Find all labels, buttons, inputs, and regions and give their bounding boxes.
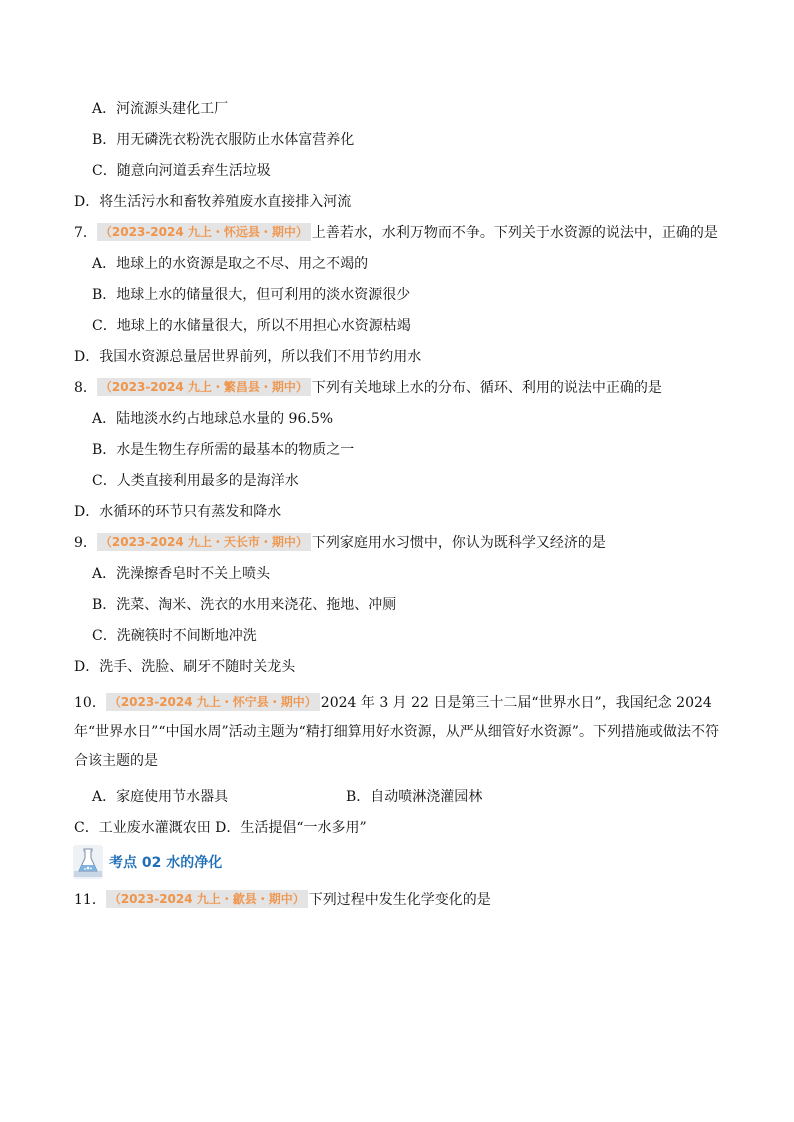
option-q6-c: C．随意向河道丢弃生活垃圾: [92, 163, 271, 179]
question-number: 11．: [74, 892, 106, 908]
option-q7-b: B．地球上水的储量很大，但可利用的淡水资源很少: [92, 287, 411, 303]
question-10: [74, 689, 728, 776]
question-text: 下列过程中发生化学变化的是: [308, 892, 491, 908]
question-number: 9．: [74, 535, 97, 551]
option-q9-c: C．洗碗筷时不间断地冲洗: [92, 628, 257, 644]
option-q6-a: A．河流源头建化工厂: [92, 101, 229, 117]
option-q6-d: D．将生活污水和畜牧养殖废水直接排入河流: [74, 194, 352, 210]
source-tag: （2023-2024 九上・繁昌县・期中）: [97, 378, 311, 396]
option-q8-b: B．水是生物生存所需的最基本的物质之一: [92, 442, 355, 458]
option-q7-d: D．我国水资源总量居世界前列，所以我们不用节约用水: [74, 349, 422, 365]
source-tag: （2023-2024 九上・歙县・期中）: [106, 890, 308, 908]
question-9: [74, 533, 606, 553]
question-8: [74, 378, 662, 398]
question-text: 2024 年 3 月 22 日是第三十二届“世界水日”，我国纪念 2024 年“世界水日”“中国水周”活动主题为“精打细算用好水资源，从严从细管好水资源”。下列措施或做法不符合该主题的是: [74, 695, 719, 769]
question-number: 10．: [74, 695, 106, 711]
option-q6-b: B．用无磷洗衣粉洗衣服防止水体富营养化: [92, 132, 355, 148]
option-q9-d: D．洗手、洗脸、刷牙不随时关龙头: [74, 659, 296, 675]
question-11: [74, 890, 491, 910]
flask-icon: [73, 845, 103, 879]
option-q8-a: A．陆地淡水约占地球总水量的 96.5%: [92, 411, 334, 427]
option-q10-a: A．家庭使用节水器具: [92, 789, 229, 805]
source-tag: （2023-2024 九上・怀远县・期中）: [97, 223, 311, 241]
source-tag: （2023-2024 九上・怀宁县・期中）: [106, 693, 320, 711]
question-7: [74, 223, 718, 243]
option-q9-a: A．洗澡擦香皂时不关上喷头: [92, 566, 271, 582]
section-title: 考点 02 水的净化: [109, 855, 223, 871]
option-q10-b: B．自动喷淋浇灌园林: [346, 789, 483, 805]
question-number: 8．: [74, 380, 97, 396]
question-text: 下列有关地球上水的分布、循环、利用的说法中正确的是: [311, 380, 662, 396]
section-heading: [73, 845, 222, 879]
question-number: 7．: [74, 225, 97, 241]
option-q7-c: C．地球上的水储量很大，所以不用担心水资源枯竭: [92, 318, 411, 334]
option-q8-c: C．人类直接利用最多的是海洋水: [92, 473, 299, 489]
source-tag: （2023-2024 九上・天长市・期中）: [97, 533, 311, 551]
option-q8-d: D．水循环的环节只有蒸发和降水: [74, 504, 282, 520]
question-text: 上善若水，水利万物而不争。下列关于水资源的说法中，正确的是: [311, 225, 718, 241]
option-q9-b: B．洗菜、淘米、洗衣的水用来浇花、拖地、冲厕: [92, 597, 397, 613]
question-text: 下列家庭用水习惯中，你认为既科学又经济的是: [311, 535, 606, 551]
option-q7-a: A．地球上的水资源是取之不尽、用之不竭的: [92, 256, 369, 272]
option-q10-cd: C．工业废水灌溉农田 D．生活提倡“一水多用”: [74, 820, 367, 836]
